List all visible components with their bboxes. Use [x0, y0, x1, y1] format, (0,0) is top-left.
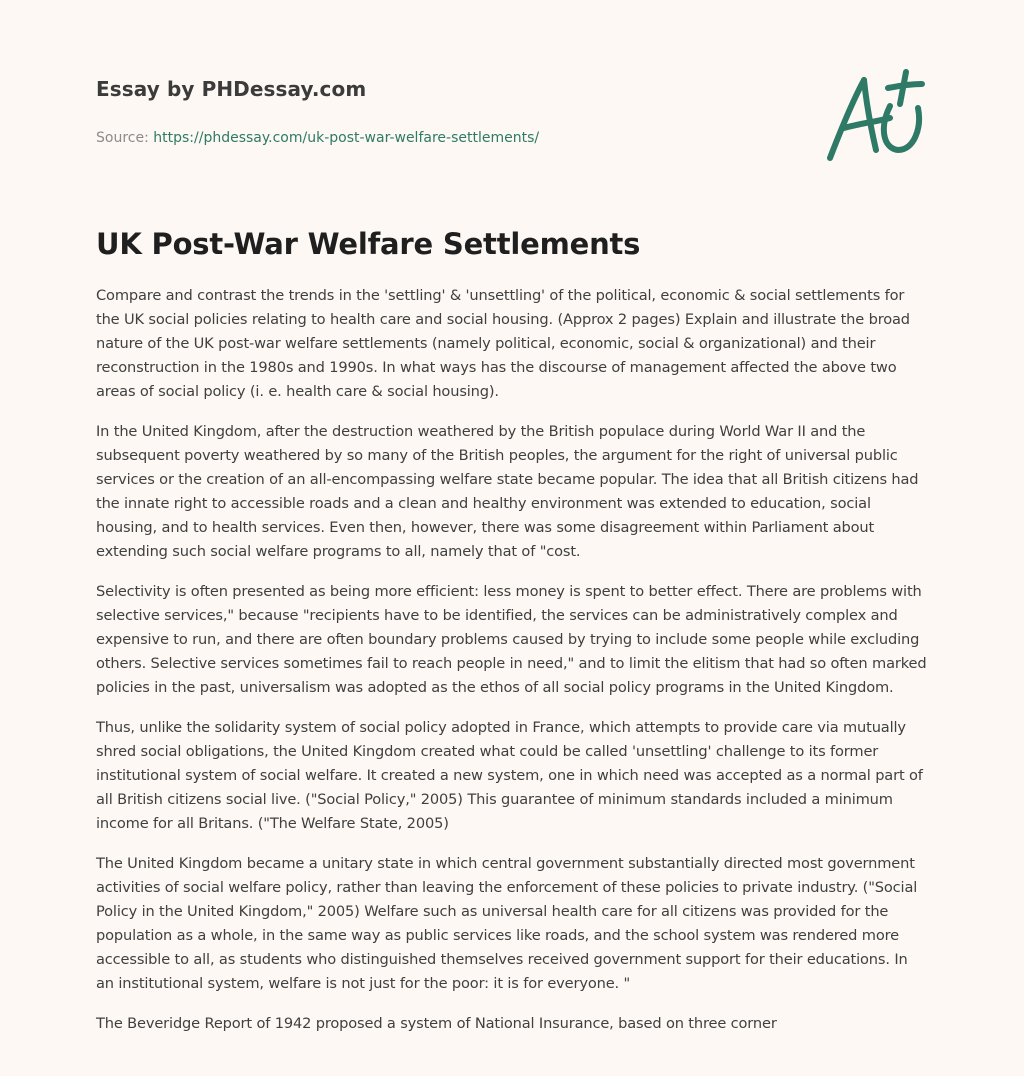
essay-paragraph: Selectivity is often presented as being more efficient: less money is spent to better effect. There are problems with selective services," because "recipients have to be identified, the services can be administratively complex and expensive to run, and there are often boundary problems caused by trying to include some people while excluding others. Selective services sometimes fail to reach people in need," and to limit the elitism that had so often marked policies in the past, universalism was adopted as the ethos of all social policy programs in the United Kingdom. — [96, 583, 927, 696]
a-plus-logo-icon — [818, 66, 928, 166]
source-label: Source: — [96, 130, 154, 146]
essay-header — [96, 74, 796, 148]
essay-title: UK Post-War Welfare Settlements — [96, 227, 641, 261]
essay-paragraph: The United Kingdom became a unitary state in which central government substantially directed most government activities of social welfare policy, rather than leaving the enforcement of these policies to private industry. ("Social Policy in the United Kingdom," 2005) Welfare such as universal health care for all citizens was provided for the population as a whole, in the same way as public services like roads, and the school system was rendered more accessible to all, as students who distinguished themselves received government support for their educations. In an institutional system, welfare is not just for the poor: it is for everyone. " — [96, 855, 918, 992]
essay-paragraph: In the United Kingdom, after the destruction weathered by the British populace during World War II and the subsequent poverty weathered by so many of the British peoples, the argument for the right of universal public services or the creation of an all-encompassing welfare state became popular. The idea that all British citizens had the innate right to accessible roads and a clean and healthy environment was extended to education, social housing, and to health services. Even then, however, there was some disagreement within Parliament about extending such social welfare programs to all, namely that of "cost. — [96, 423, 919, 560]
essay-paragraph: Compare and contrast the trends in the 'settling' & 'unsettling' of the political, economic & social settlements for the UK social policies relating to health care and social housing. (Approx 2 pages) Explain and illustrate the broad nature of the UK post-war welfare settlements (namely political, economic, social & organizational) and their reconstruction in the 1980s and 1990s. In what ways has the discourse of management affected the above two areas of social policy (i. e. health care & social housing). — [96, 287, 910, 400]
source-link[interactable]: https://phdessay.com/uk-post-war-welfare-settlements/ — [153, 130, 540, 146]
essay-body — [96, 284, 928, 1052]
source-line — [96, 128, 796, 148]
brand-name: Essay by PHDessay.com — [96, 77, 367, 101]
essay-paragraph: The Beveridge Report of 1942 proposed a system of National Insurance, based on three corner — [96, 1015, 777, 1032]
essay-paragraph: Thus, unlike the solidarity system of social policy adopted in France, which attempts to provide care via mutually shred social obligations, the United Kingdom created what could be called 'unsettling' challenge to its former institutional system of social welfare. It created a new system, one in which need was accepted as a normal part of all British citizens social live. ("Social Policy," 2005) This guarantee of minimum standards included a minimum income for all Britans. ("The Welfare State, 2005) — [96, 719, 923, 832]
